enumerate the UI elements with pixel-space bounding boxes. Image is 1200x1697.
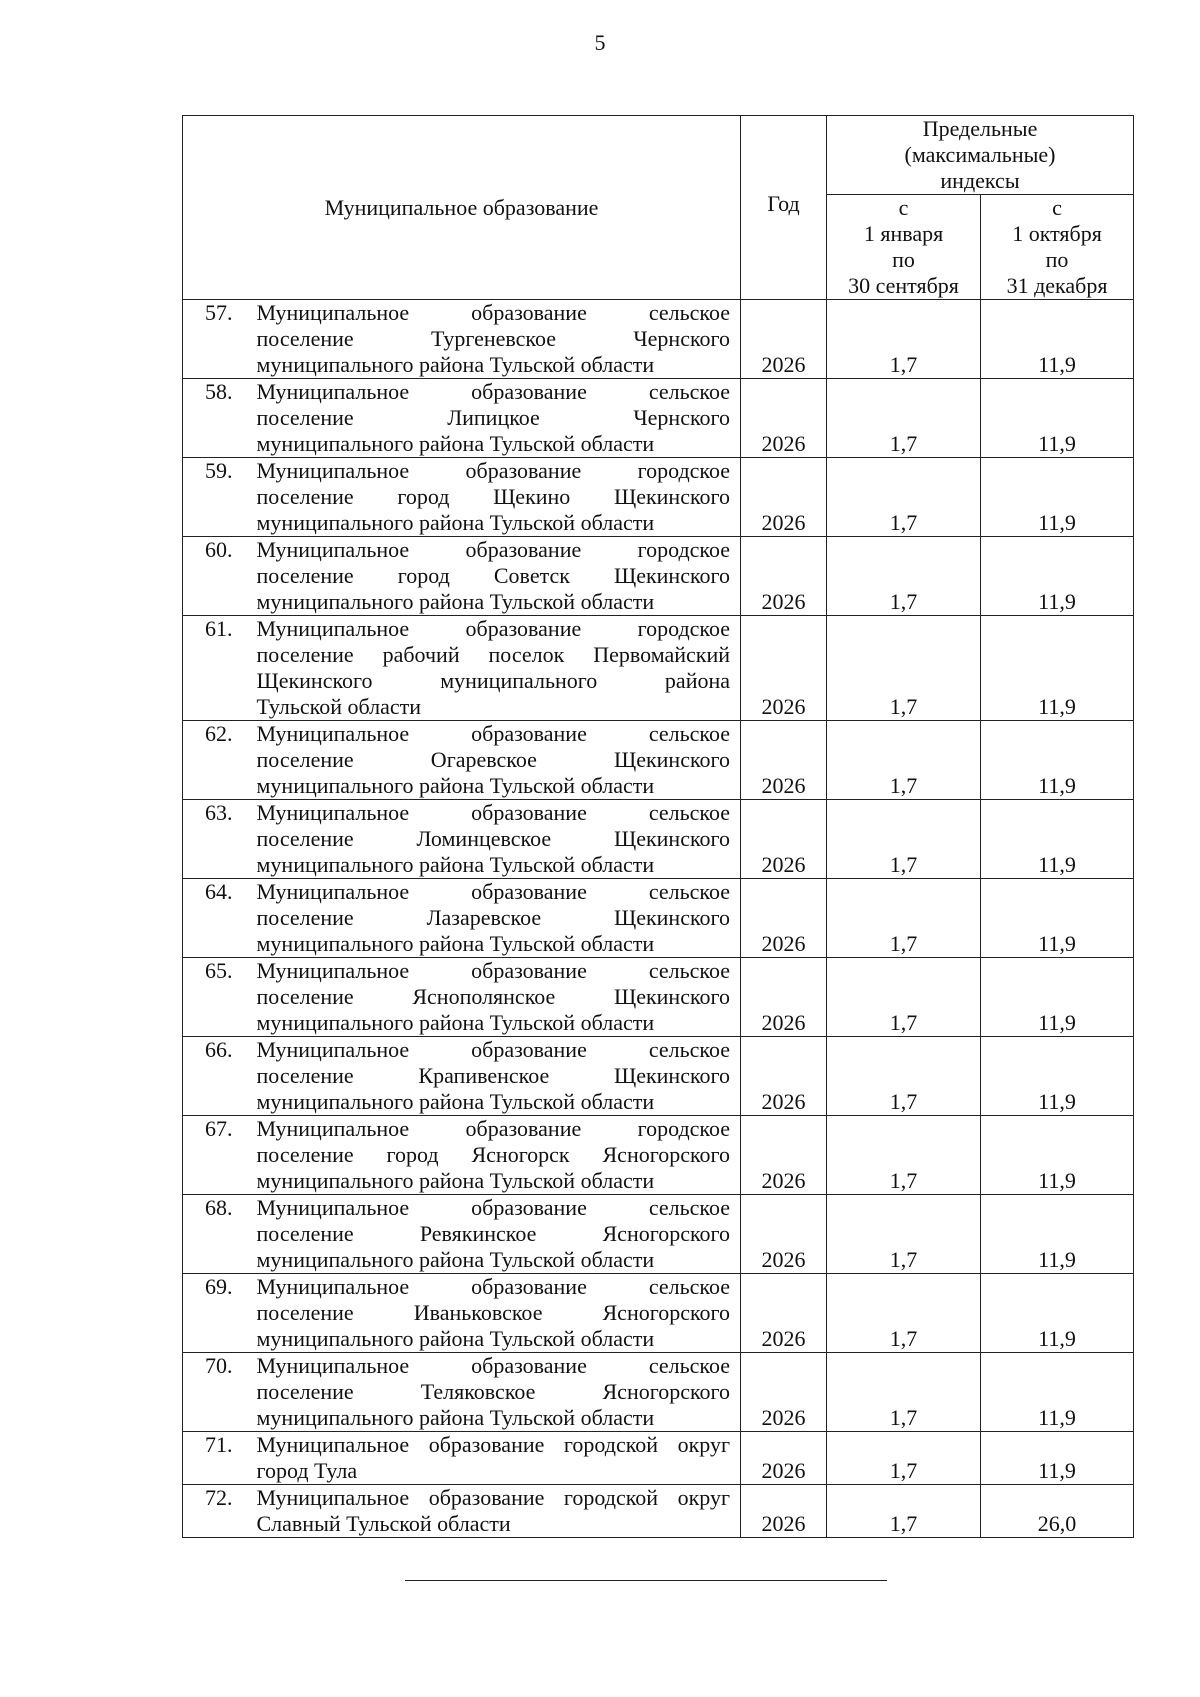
index-period-2-cell: 11,9 [981, 1195, 1134, 1274]
municipality-name-line: поселение Яснополянское Щекинского [256, 984, 731, 1009]
index-period-2-cell: 11,9 [981, 1037, 1134, 1116]
table-row [183, 1353, 1134, 1432]
table-row [183, 1116, 1134, 1195]
municipality-name-line: поселение Лазаревское Щекинского [256, 905, 731, 930]
municipality-name-line: Муниципальное образование сельское [256, 1037, 731, 1062]
municipality-name-line: поселение Ревякинское Ясногорского [256, 1221, 731, 1246]
municipality-name-line: Муниципальное образование сельское [256, 1195, 731, 1220]
municipality-name [245, 1116, 741, 1195]
table-row [183, 300, 1134, 379]
municipality-name-line: поселение Липицкое Чернского [256, 405, 731, 430]
header-period-1 [827, 195, 981, 300]
index-period-1-cell: 1,7 [827, 879, 981, 958]
table-row [183, 1274, 1134, 1353]
row-number: 61. [183, 616, 245, 721]
index-period-2-cell: 11,9 [981, 379, 1134, 458]
index-period-2-cell: 11,9 [981, 800, 1134, 879]
row-number: 63. [183, 800, 245, 879]
row-number: 66. [183, 1037, 245, 1116]
municipality-name [245, 721, 741, 800]
table-row [183, 879, 1134, 958]
index-period-2-cell: 11,9 [981, 300, 1134, 379]
municipality-name-line: муниципального района Тульской области [256, 431, 655, 456]
municipality-name-line: муниципального района Тульской области [256, 352, 655, 377]
municipality-name-line: поселение Иваньковское Ясногорского [256, 1300, 731, 1325]
row-number: 64. [183, 879, 245, 958]
index-period-1-cell: 1,7 [827, 800, 981, 879]
index-period-2-cell: 11,9 [981, 879, 1134, 958]
header-municipality: Муниципальное образование [183, 116, 741, 300]
municipality-name-line: поселение Крапивенское Щекинского [256, 1063, 731, 1088]
year-cell: 2026 [741, 1274, 827, 1353]
index-period-2-cell: 11,9 [981, 1353, 1134, 1432]
header-period-1-line: 1 января [863, 221, 944, 246]
municipality-name [245, 1195, 741, 1274]
municipality-name-line: муниципального района Тульской области [256, 589, 655, 614]
table-row [183, 616, 1134, 721]
table-body [183, 300, 1134, 1538]
municipality-name-line: муниципального района Тульской области [256, 931, 655, 956]
index-period-2-cell: 11,9 [981, 721, 1134, 800]
row-number: 69. [183, 1274, 245, 1353]
municipality-name [245, 379, 741, 458]
municipality-name [245, 616, 741, 721]
index-period-1-cell: 1,7 [827, 458, 981, 537]
year-cell: 2026 [741, 537, 827, 616]
municipality-name-line: муниципального района Тульской области [256, 1405, 655, 1430]
table-row [183, 537, 1134, 616]
table-row [183, 958, 1134, 1037]
municipality-name-line: Тульской области [256, 694, 422, 719]
municipality-name-line: поселение город Щекино Щекинского [256, 484, 731, 509]
municipality-name-line: муниципального района Тульской области [256, 852, 655, 877]
index-period-2-cell: 11,9 [981, 458, 1134, 537]
header-max-line: Предельные [922, 116, 1038, 141]
year-cell: 2026 [741, 458, 827, 537]
year-cell: 2026 [741, 1432, 827, 1485]
index-period-1-cell: 1,7 [827, 379, 981, 458]
index-period-2-cell: 11,9 [981, 1116, 1134, 1195]
municipality-name [245, 1037, 741, 1116]
municipality-name-line: поселение Огаревское Щекинского [256, 747, 731, 772]
header-period-2 [981, 195, 1134, 300]
indexes-table [182, 115, 1134, 1538]
municipality-name-line: Муниципальное образование сельское [256, 879, 731, 904]
index-period-1-cell: 1,7 [827, 1485, 981, 1538]
year-cell: 2026 [741, 300, 827, 379]
municipality-name-line: Славный Тульской области [256, 1511, 511, 1536]
municipality-name-line: Щекинского муниципального района [256, 668, 731, 693]
header-period-2-line: по [1045, 247, 1069, 272]
index-period-2-cell: 11,9 [981, 537, 1134, 616]
index-period-1-cell: 1,7 [827, 1116, 981, 1195]
municipality-name-line: Муниципальное образование городское [256, 537, 731, 562]
index-period-1-cell: 1,7 [827, 1195, 981, 1274]
header-max-indexes [827, 116, 1134, 195]
table-row [183, 1195, 1134, 1274]
table-row [183, 800, 1134, 879]
index-period-2-cell: 11,9 [981, 1274, 1134, 1353]
municipality-name-line: муниципального района Тульской области [256, 1010, 655, 1035]
index-period-1-cell: 1,7 [827, 1037, 981, 1116]
row-number: 72. [183, 1485, 245, 1538]
municipality-name-line: поселение рабочий поселок Первомайский [256, 642, 731, 667]
row-number: 60. [183, 537, 245, 616]
municipality-name [245, 1432, 741, 1485]
index-period-1-cell: 1,7 [827, 1274, 981, 1353]
municipality-name [245, 458, 741, 537]
row-number: 70. [183, 1353, 245, 1432]
municipality-name [245, 537, 741, 616]
year-cell: 2026 [741, 721, 827, 800]
municipality-name-line: Муниципальное образование городское [256, 616, 731, 641]
municipality-name-line: Муниципальное образование городской округ [256, 1432, 731, 1457]
index-period-2-cell: 26,0 [981, 1485, 1134, 1538]
year-cell: 2026 [741, 1485, 827, 1538]
municipality-name-line: муниципального района Тульской области [256, 773, 655, 798]
header-max-line: (максимальные) [904, 142, 1056, 167]
municipality-name-line: Муниципальное образование сельское [256, 300, 731, 325]
footer-divider [405, 1580, 887, 1581]
row-number: 59. [183, 458, 245, 537]
index-period-1-cell: 1,7 [827, 958, 981, 1037]
index-period-1-cell: 1,7 [827, 616, 981, 721]
header-period-1-line: по [892, 247, 915, 272]
municipality-name [245, 879, 741, 958]
year-cell: 2026 [741, 1195, 827, 1274]
table-row [183, 1432, 1134, 1485]
index-period-2-cell: 11,9 [981, 616, 1134, 721]
index-period-1-cell: 1,7 [827, 1353, 981, 1432]
municipality-name-line: поселение Теляковское Ясногорского [256, 1379, 731, 1404]
index-period-1-cell: 1,7 [827, 537, 981, 616]
municipality-name-line: муниципального района Тульской области [256, 1089, 655, 1114]
municipality-name [245, 1485, 741, 1538]
header-period-1-line: с [898, 195, 909, 220]
table-row [183, 721, 1134, 800]
municipality-name-line: Муниципальное образование сельское [256, 379, 731, 404]
year-cell: 2026 [741, 1353, 827, 1432]
page-number: 5 [594, 30, 606, 55]
municipality-name-line: Муниципальное образование сельское [256, 1274, 731, 1299]
row-number: 68. [183, 1195, 245, 1274]
municipality-name-line: Муниципальное образование городское [256, 458, 731, 483]
row-number: 67. [183, 1116, 245, 1195]
municipality-name-line: поселение город Советск Щекинского [256, 563, 731, 588]
index-period-1-cell: 1,7 [827, 1432, 981, 1485]
municipality-name-line: Муниципальное образование городское [256, 1116, 731, 1141]
municipality-name-line: муниципального района Тульской области [256, 1168, 655, 1193]
year-cell: 2026 [741, 379, 827, 458]
header-max-line: индексы [940, 168, 1020, 193]
municipality-name-line: Муниципальное образование сельское [256, 1353, 731, 1378]
index-period-2-cell: 11,9 [981, 1432, 1134, 1485]
year-cell: 2026 [741, 879, 827, 958]
municipality-name-line: Муниципальное образование сельское [256, 721, 731, 746]
index-period-1-cell: 1,7 [827, 300, 981, 379]
municipality-name-line: Муниципальное образование городской округ [256, 1485, 731, 1510]
municipality-name-line: муниципального района Тульской области [256, 1247, 655, 1272]
index-period-2-cell: 11,9 [981, 958, 1134, 1037]
municipality-name [245, 800, 741, 879]
municipality-name-line: поселение город Ясногорск Ясногорского [256, 1142, 731, 1167]
municipality-name [245, 300, 741, 379]
row-number: 57. [183, 300, 245, 379]
municipality-name-line: муниципального района Тульской области [256, 510, 655, 535]
municipality-name-line: поселение Ломинцевское Щекинского [256, 826, 731, 851]
header-period-2-line: 1 октября [1012, 221, 1102, 246]
year-cell: 2026 [741, 958, 827, 1037]
row-number: 62. [183, 721, 245, 800]
municipality-name [245, 1353, 741, 1432]
row-number: 65. [183, 958, 245, 1037]
header-period-2-line: с [1052, 195, 1062, 220]
municipality-name-line: поселение Тургеневское Чернского [256, 326, 731, 351]
municipality-name-line: муниципального района Тульской области [256, 1326, 655, 1351]
year-cell: 2026 [741, 1037, 827, 1116]
row-number: 58. [183, 379, 245, 458]
header-period-2-line: 31 декабря [1006, 273, 1108, 298]
municipality-name [245, 1274, 741, 1353]
municipality-name-line: Муниципальное образование сельское [256, 958, 731, 983]
municipality-name-line: город Тула [256, 1458, 358, 1483]
municipality-name-line: Муниципальное образование сельское [256, 800, 731, 825]
year-cell: 2026 [741, 616, 827, 721]
year-cell: 2026 [741, 1116, 827, 1195]
index-period-1-cell: 1,7 [827, 721, 981, 800]
table-row [183, 1485, 1134, 1538]
table-row [183, 1037, 1134, 1116]
table-row [183, 458, 1134, 537]
year-cell: 2026 [741, 800, 827, 879]
row-number: 71. [183, 1432, 245, 1485]
table-row [183, 379, 1134, 458]
municipality-name [245, 958, 741, 1037]
header-period-1-line: 30 сентября [848, 273, 959, 298]
header-year: Год [741, 116, 827, 300]
